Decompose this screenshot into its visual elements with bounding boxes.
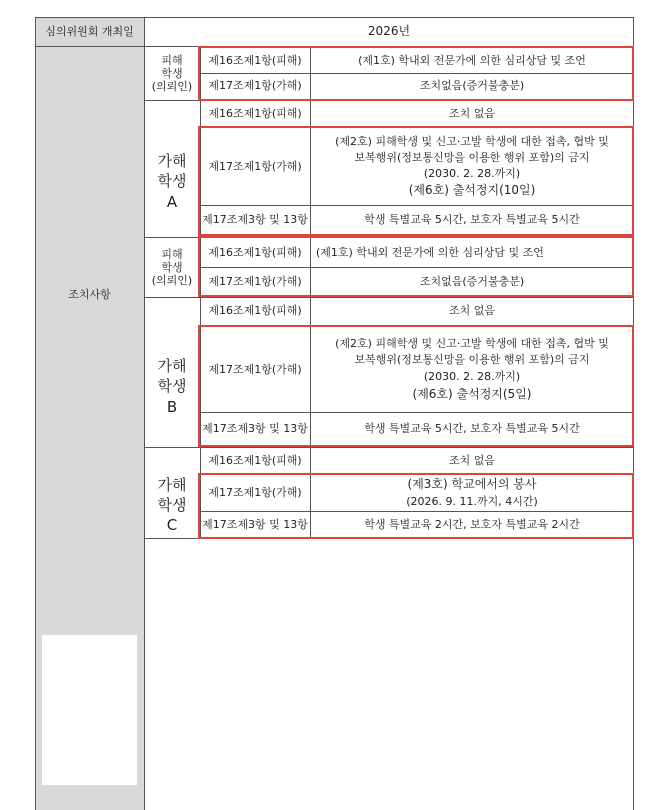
law-cell: 제16조제1항(피해) xyxy=(208,106,302,120)
redacted-box xyxy=(42,635,137,785)
content-cell: (제1호) 학내외 전문가에 의한 심리상담 및 조언 xyxy=(358,53,586,67)
law-cell: 제17조제1항(가해) xyxy=(208,274,302,288)
content-cell: (제3호) 학교에서의 봉사 (2026. 9. 11.까지, 4시간) xyxy=(406,477,538,508)
law-cell: 제17조제1항(가해) xyxy=(208,79,302,93)
law-cell: 제17조제3항 및 13항 xyxy=(202,421,308,435)
side-label: 조치사항 xyxy=(68,288,111,302)
law-cell: 제17조제1항(가해) xyxy=(208,159,302,173)
content-cell: (제1호) 학내외 전문가에 의한 심리상담 및 조언 xyxy=(316,246,544,260)
header-year: 2026년 xyxy=(367,24,411,39)
content-cell: 학생 특별교육 5시간, 보호자 특별교육 5시간 xyxy=(364,421,580,435)
content-cell: 학생 특별교육 5시간, 보호자 특별교육 5시간 xyxy=(364,213,580,227)
group-label-offender-a: 가해 학생 A xyxy=(157,152,187,211)
law-cell: 제16조제1항(피해) xyxy=(208,304,302,318)
group-label-victim-2: 피해 학생 (의뢰인) xyxy=(151,247,193,288)
content-cell: 조치 없음 xyxy=(448,106,495,120)
content-cell: 조치 없음 xyxy=(448,304,495,318)
content-cell: (제2호) 피해학생 및 신고·고발 학생에 대한 접촉, 협박 및 보복행위(정보통신망을 이용한 행위 포함)의 금지 (2030. 2. 28.까지) (제6호) 출석정지(5일) xyxy=(335,336,609,402)
content-cell: 학생 특별교육 2시간, 보호자 특별교육 2시간 xyxy=(364,517,580,531)
law-cell: 제17조제3항 및 13항 xyxy=(202,517,308,531)
law-cell: 제17조제1항(가해) xyxy=(208,362,302,376)
content-cell: 조치 없음 xyxy=(448,453,495,467)
content-cell: (제2호) 피해학생 및 신고·고발 학생에 대한 접촉, 협박 및 보복행위(정보통신망을 이용한 행위 포함)의 금지 (2030. 2. 28.까지) (제6호) 출석정지(10일) xyxy=(335,134,609,197)
group-label-victim-1: 피해 학생 (의뢰인) xyxy=(151,53,193,94)
content-cell: 조치없음(증거불충분) xyxy=(419,274,525,288)
law-cell: 제17조제1항(가해) xyxy=(208,486,302,500)
content-cell: 조치없음(증거불충분) xyxy=(419,79,525,93)
law-cell: 제16조제1항(피해) xyxy=(208,246,302,260)
law-cell: 제17조제3항 및 13항 xyxy=(202,213,308,227)
header-label: 심의위원회 개최일 xyxy=(45,24,134,38)
law-cell: 제16조제1항(피해) xyxy=(208,53,302,67)
group-label-offender-c: 가해 학생 C xyxy=(157,475,187,535)
group-label-offender-b: 가해 학생 B xyxy=(157,357,187,416)
law-cell: 제16조제1항(피해) xyxy=(208,453,302,467)
